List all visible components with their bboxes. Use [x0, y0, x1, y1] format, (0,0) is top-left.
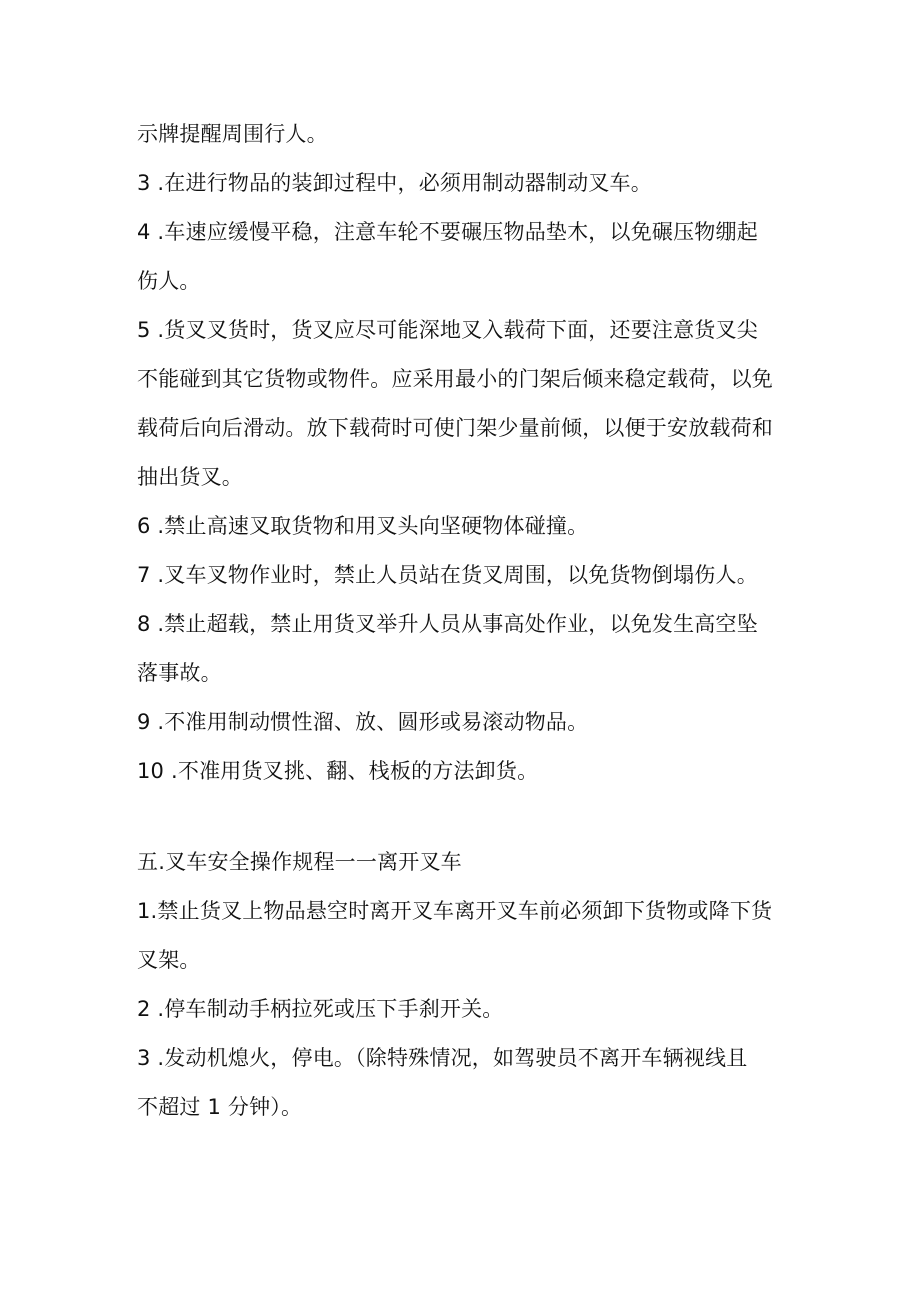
list-item-5: 5 .货叉叉货时，货叉应尽可能深地叉入载荷下面，还要注意货叉尖 [137, 318, 758, 342]
text-line: 载荷后向后滑动。放下载荷时可使门架少量前倾，以便于安放载荷和 [137, 416, 773, 440]
text-line: 不超过 1 分钟）。 [137, 1095, 303, 1119]
document-body [137, 110, 797, 1132]
list-item-7: 7 .叉车叉物作业时，禁止人员站在货叉周围，以免货物倒塌伤人。 [137, 563, 758, 587]
list-item-4: 4 .车速应缓慢平稳，注意车轮不要碾压物品垫木，以免碾压物绷起 [137, 220, 758, 244]
list-item-3: 3 .发动机熄火，停电。（除特殊情况，如驾驶员不离开车辆视线且 [137, 1046, 748, 1070]
section-spacer [137, 796, 797, 838]
list-item-1: 1.禁止货叉上物品悬空时离开叉车离开叉车前必须卸下货物或降下货 [137, 899, 773, 923]
list-item-9: 9 .不准用制动惯性溜、放、圆形或易滚动物品。 [137, 710, 589, 734]
list-item-6: 6 .禁止高速叉取货物和用叉头向坚硬物体碰撞。 [137, 514, 589, 538]
list-item-3: 3 .在进行物品的装卸过程中，必须用制动器制动叉车。 [137, 171, 652, 195]
list-item-2: 2 .停车制动手柄拉死或压下手刹开关。 [137, 997, 504, 1021]
text-line: 抽出货叉。 [137, 465, 243, 489]
text-line: 示牌提醒周围行人。 [137, 122, 328, 146]
text-line: 伤人。 [137, 269, 201, 293]
text-line: 落事故。 [137, 661, 222, 685]
text-line: 叉架。 [137, 948, 201, 972]
text-line: 不能碰到其它货物或物件。应采用最小的门架后倾来稳定载荷，以免 [137, 367, 773, 391]
section-heading: 五.叉车安全操作规程一一离开叉车 [137, 850, 462, 874]
list-item-10: 10 .不准用货叉挑、翻、栈板的方法卸货。 [137, 759, 539, 783]
list-item-8: 8 .禁止超载，禁止用货叉举升人员从事高处作业，以免发生高空坠 [137, 612, 758, 636]
